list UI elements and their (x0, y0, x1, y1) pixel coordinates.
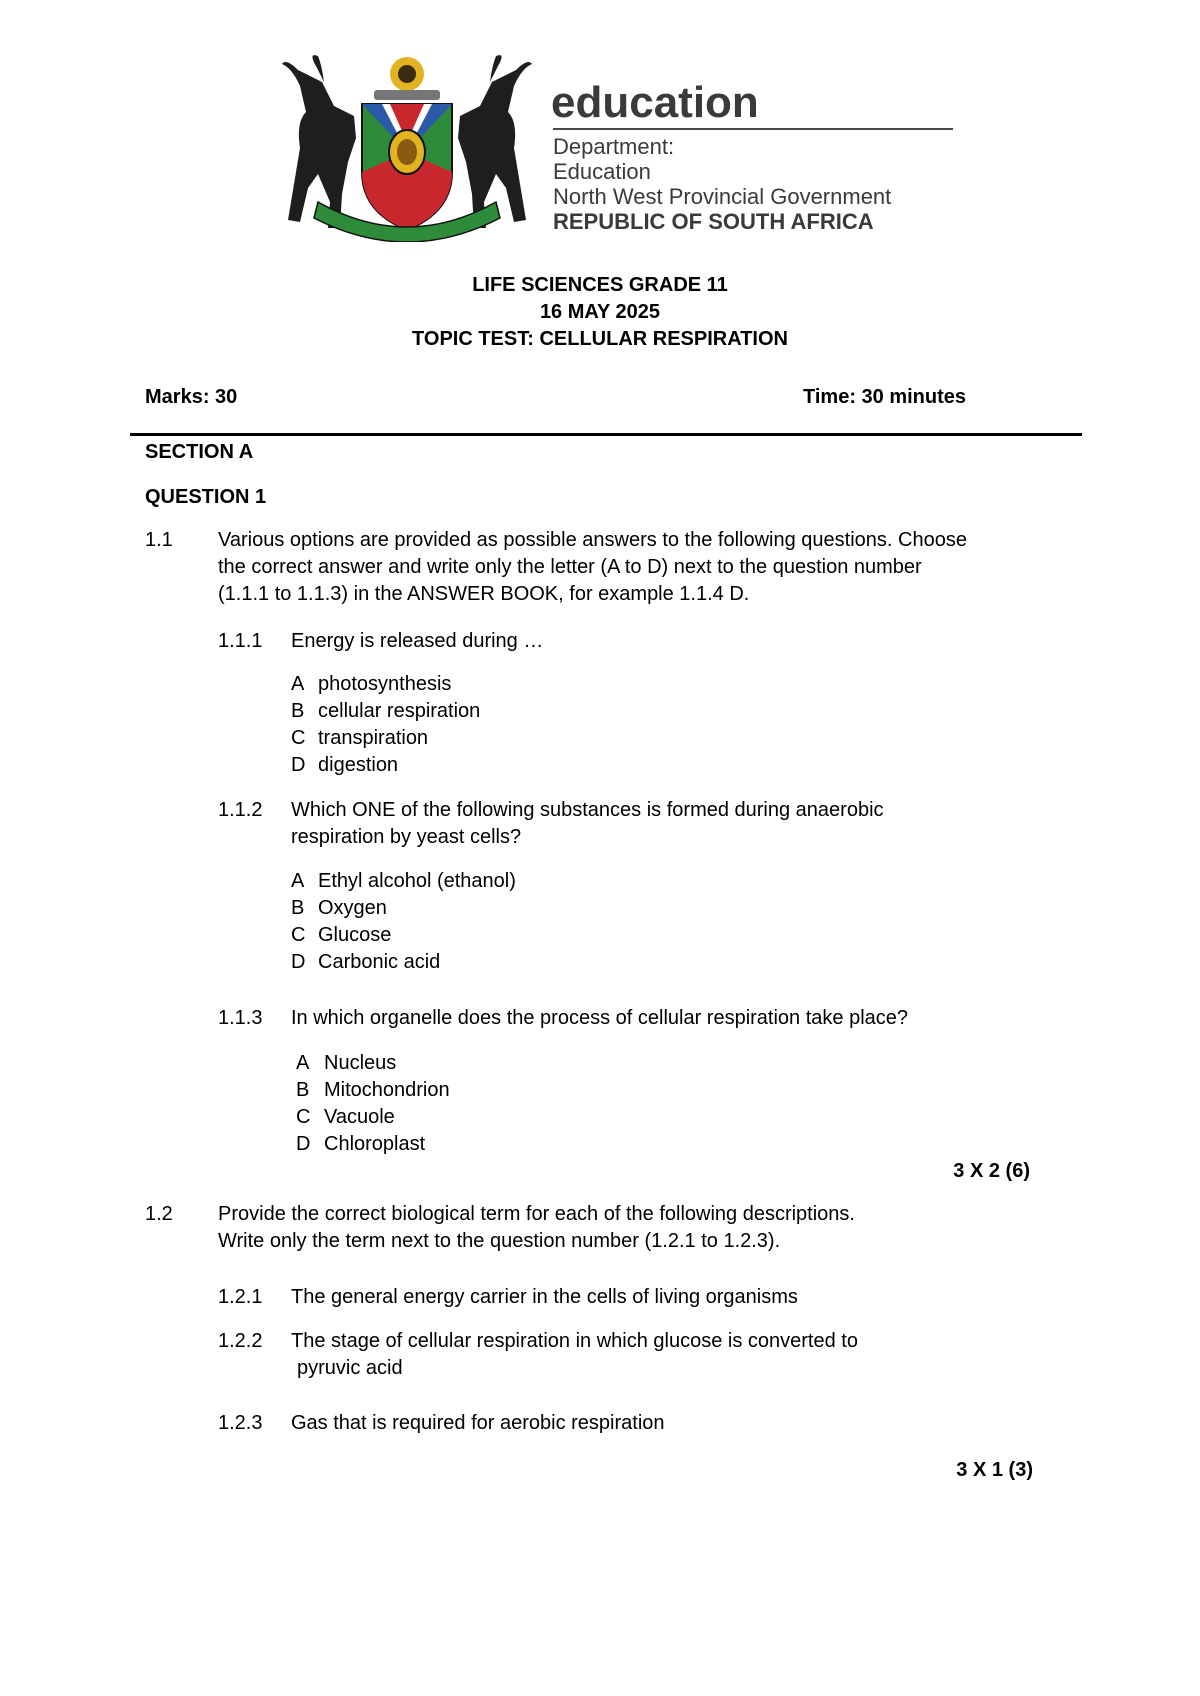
option-letter: A (291, 673, 305, 695)
option-text: Mitochondrion (324, 1079, 450, 1101)
option-text: transpiration (318, 727, 429, 749)
sub-question-text: Gas that is required for aerobic respiration (291, 1412, 665, 1434)
instruction-line: (1.1.1 to 1.1.3) in the ANSWER BOOK, for example 1.1.4 D. (218, 583, 750, 605)
option-letter: B (296, 1079, 310, 1101)
test-topic: TOPIC TEST: CELLULAR RESPIRATION (412, 328, 788, 350)
option-text: Nucleus (324, 1052, 397, 1074)
option-letter: A (296, 1052, 310, 1074)
sub-question-text: The stage of cellular respiration in which glucose is converted to (291, 1330, 858, 1352)
coat-of-arms-logo (278, 52, 536, 242)
marks-allocation: 3 X 1 (3) (956, 1459, 1033, 1481)
dept-line-3: North West Provincial Government (553, 184, 892, 209)
option-letter: C (296, 1106, 311, 1128)
sub-question-number: 1.2.1 (218, 1286, 263, 1308)
sub-question-text: The general energy carrier in the cells of living organisms (291, 1286, 798, 1308)
sub-question-number: 1.1.1 (218, 630, 263, 652)
sub-question-text: respiration by yeast cells? (291, 826, 522, 848)
header-divider (130, 433, 1082, 436)
dept-line-4: REPUBLIC OF SOUTH AFRICA (553, 209, 874, 234)
question-number: 1.1 (145, 529, 173, 551)
question-number: 1.2 (145, 1203, 173, 1225)
dept-line-2: Education (553, 159, 651, 184)
option-text: Carbonic acid (318, 951, 441, 973)
option-text: cellular respiration (318, 700, 481, 722)
sub-question-number: 1.2.2 (218, 1330, 263, 1352)
option-letter: D (291, 951, 306, 973)
option-letter: B (291, 897, 305, 919)
dept-line-1: Department: (553, 134, 675, 159)
option-text: Ethyl alcohol (ethanol) (318, 870, 516, 892)
option-letter: D (296, 1133, 311, 1155)
sub-question-number: 1.2.3 (218, 1412, 263, 1434)
sub-question-text: In which organelle does the process of cellular respiration take place? (291, 1007, 909, 1029)
option-letter: C (291, 924, 306, 946)
option-text: digestion (318, 754, 399, 776)
education-wordmark: education (551, 78, 759, 127)
sub-question-number: 1.1.3 (218, 1007, 263, 1029)
sub-question-text: Which ONE of the following substances is formed during anaerobic (291, 799, 884, 821)
option-text: photosynthesis (318, 673, 452, 695)
marks-allocation: 3 X 2 (6) (953, 1160, 1030, 1182)
question-heading: QUESTION 1 (145, 486, 267, 508)
instruction-line: the correct answer and write only the letter (A to D) next to the question number (218, 556, 922, 578)
option-letter: C (291, 727, 306, 749)
test-date: 16 MAY 2025 (539, 301, 661, 323)
option-letter: A (291, 870, 305, 892)
option-text: Glucose (318, 924, 392, 946)
time-label: Time: 30 minutes (803, 386, 967, 408)
instruction-line: Provide the correct biological term for each of the following descriptions. (218, 1203, 855, 1225)
instruction-line: Write only the term next to the question number (1.2.1 to 1.2.3). (218, 1230, 781, 1252)
option-text: Oxygen (318, 897, 387, 919)
sub-question-number: 1.1.2 (218, 799, 263, 821)
marks-label: Marks: 30 (145, 386, 238, 408)
test-subject-title: LIFE SCIENCES GRADE 11 (472, 274, 728, 296)
option-letter: B (291, 700, 305, 722)
option-letter: D (291, 754, 306, 776)
sub-question-text: pyruvic acid (297, 1357, 403, 1379)
option-text: Chloroplast (324, 1133, 426, 1155)
sub-question-text: Energy is released during … (291, 630, 544, 652)
wordmark-underline (553, 128, 953, 130)
instruction-line: Various options are provided as possible answers to the following questions. Choose (218, 529, 967, 551)
option-text: Vacuole (324, 1106, 395, 1128)
section-heading: SECTION A (145, 441, 254, 463)
